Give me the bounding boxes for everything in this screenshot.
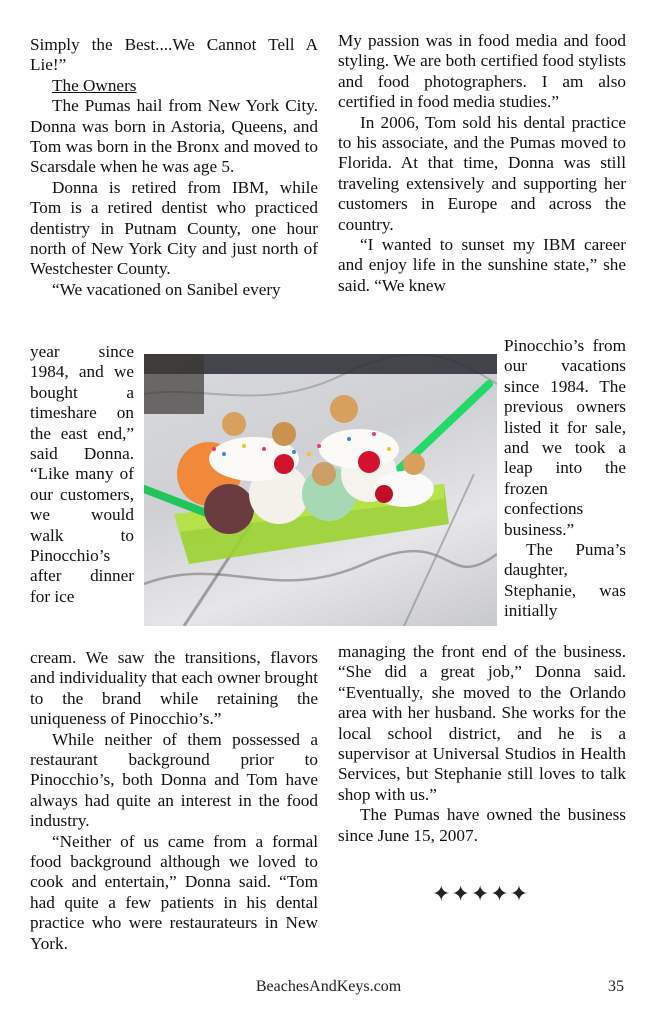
left-column-lower: [30, 648, 318, 954]
ice-cream-sundae-photo: [144, 354, 497, 626]
paragraph: “We vacationed on Sanibel every: [52, 279, 281, 299]
paragraph: cream. We saw the transitions, flavors and individuality that each owner brought to the brand while retaining the uniqueness of Pinocchio’s.”: [30, 648, 318, 729]
section-ornament: ✦✦✦✦✦: [432, 882, 530, 907]
paragraph: managing the front end of the business. “She did a great job,” Donna said. “Eventually, she moved to the Orlando area with her husband. She works for the local school district, and he is a supervisor at Universal Studios in Health Services, but Stephanie still loves to talk shop with us.”: [338, 642, 626, 804]
left-column: [30, 35, 318, 300]
paragraph: “Neither of us came from a formal food background although we loved to cook and entertain,” Donna said. “Tom had quite a few patients in his dental practice who were restaurateurs in New York.: [30, 831, 318, 953]
paragraph: My passion was in food media and food styling. We are both certified food stylists and food photographers. I am also certified in food media studies.”: [338, 31, 626, 112]
paragraph: “I wanted to sunset my IBM career and enjoy life in the sunshine state,” she said. “We knew: [338, 235, 626, 295]
paragraph: The Pumas hail from New York City. Donna was born in Astoria, Queens, and Tom was born in the Bronx and moved to Scarsdale when he was age 5.: [30, 96, 318, 177]
paragraph: The Puma’s daughter, Stephanie, was initially: [504, 540, 626, 621]
right-column-lower: [338, 642, 626, 846]
paragraph: The Pumas have owned the business since June 15, 2007.: [338, 805, 626, 845]
right-wrap-text: [504, 336, 626, 622]
paragraph: In 2006, Tom sold his dental practice to his associate, and the Pumas moved to Florida. At that time, Donna was still traveling extensively and supporting her customers in Europe and across the country.: [338, 112, 626, 234]
paragraph-intro: Simply the Best....We Cannot Tell A Lie!”: [30, 35, 318, 75]
paragraph: While neither of them possessed a restaurant background prior to Pinocchio’s, both Donna and Tom have always had quite an interest in the food industry.: [30, 729, 318, 831]
footer-website: BeachesAndKeys.com: [255, 978, 402, 995]
page-number: 35: [608, 978, 624, 995]
right-column: [338, 31, 626, 296]
paragraph: Pinocchio’s from our vacations since 1984. The previous owners listed it for sale, and we took a leap into the frozen confections business.”: [504, 336, 626, 539]
paragraph: year since 1984, and we bought a timeshare on the east end,” said Donna. “Like many of our customers, we would walk to Pinocchio’s after dinner for ice: [30, 342, 134, 606]
paragraph: Donna is retired from IBM, while Tom is a retired dentist who practiced dentistry in Putnam County, one hour north of New York City and just north of Westchester County.: [30, 177, 318, 279]
left-wrap-text: [30, 342, 134, 607]
section-heading: The Owners: [52, 75, 137, 95]
